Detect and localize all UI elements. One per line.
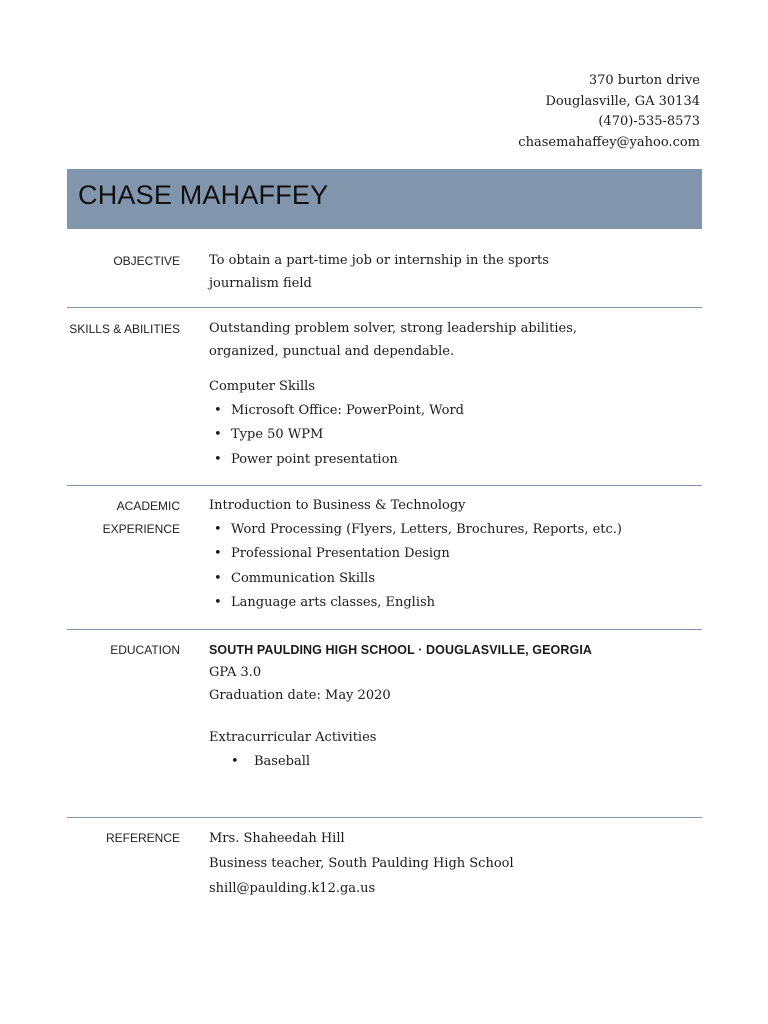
academic-label-line: EXPERIENCE: [102, 522, 180, 536]
list-item: • Word Processing (Flyers, Letters, Brochures, Reports, etc.): [209, 518, 689, 543]
reference-email[interactable]: shill@paulding.k12.ga.us: [209, 880, 376, 896]
section-divider: [67, 307, 702, 308]
section-divider: [67, 629, 702, 630]
gpa: GPA 3.0: [209, 665, 262, 680]
reference-name: Mrs. Shaheedah Hill: [209, 831, 345, 846]
name-banner: [67, 169, 702, 229]
academic-list: [209, 518, 689, 616]
academic-heading: Introduction to Business & Technology: [209, 498, 466, 513]
skills-summary-line: Outstanding problem solver, strong leadership abilities,: [209, 321, 577, 336]
school-name: SOUTH PAULDING HIGH SCHOOL · DOUGLASVILLE, GEORGIA: [209, 643, 593, 657]
section-divider: [67, 817, 702, 818]
activities-list: [209, 750, 689, 775]
applicant-name: CHASE MAHAFFEY: [78, 180, 329, 210]
education-text: [209, 639, 689, 774]
street-address: 370 burton drive: [588, 73, 700, 88]
objective-line: To obtain a part-time job or internship in the sports: [209, 253, 549, 268]
objective-line: journalism field: [209, 275, 312, 291]
skills-label: SKILLS & ABILITIES: [69, 322, 180, 336]
extracurricular-heading: Extracurricular Activities: [209, 730, 377, 745]
objective-label: OBJECTIVE: [113, 254, 180, 268]
section-divider: [67, 485, 702, 486]
list-item: • Type 50 WPM: [209, 423, 689, 448]
list-item: • Power point presentation: [209, 448, 689, 473]
reference-label: REFERENCE: [105, 831, 180, 845]
list-item: • Professional Presentation Design: [209, 542, 689, 567]
skills-text: [209, 318, 689, 472]
reference-text: [209, 827, 689, 901]
email-address[interactable]: chasemahaffey@yahoo.com: [518, 135, 700, 151]
objective-text: [209, 250, 689, 295]
skills-summary-line: organized, punctual and dependable.: [209, 343, 455, 359]
computer-skills-heading: Computer Skills: [209, 379, 315, 394]
reference-title: Business teacher, South Paulding High School: [209, 855, 514, 871]
list-item: • Baseball: [209, 750, 689, 775]
contact-block: [518, 71, 700, 154]
list-item: • Microsoft Office: PowerPoint, Word: [209, 399, 689, 424]
education-label: EDUCATION: [110, 643, 180, 657]
computer-skills-list: [209, 399, 689, 473]
academic-text: [209, 495, 689, 616]
list-item: • Communication Skills: [209, 567, 689, 592]
city-state-zip: Douglasville, GA 30134: [545, 93, 700, 109]
academic-label: [67, 495, 180, 541]
academic-label-line: ACADEMIC: [116, 499, 180, 513]
phone-number: (470)-535-8573: [598, 114, 700, 130]
list-item: • Language arts classes, English: [209, 591, 689, 616]
graduation-date: Graduation date: May 2020: [209, 687, 391, 703]
